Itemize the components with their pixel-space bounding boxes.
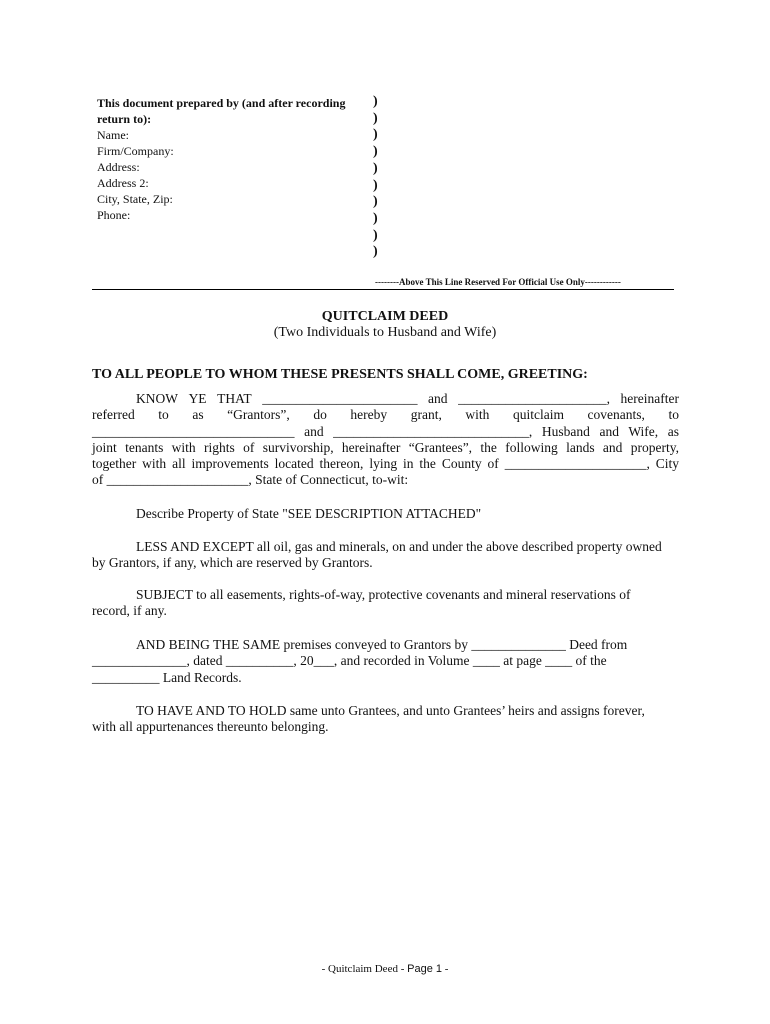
word: hereinafter [620,391,679,406]
grantor-2-blank: ______________________, [458,391,610,406]
being-same-line-2: ______________, dated __________, 20___, and recorded in Volume ____ at page ____ of the [92,653,607,669]
grantor-1-blank: _______________________ [262,391,418,406]
know-ye-line-2 [92,407,679,423]
bracket-mark: ) [373,110,378,126]
word: to [668,407,679,423]
bracket-mark: ) [373,127,378,143]
field-address-2: Address 2: [97,176,149,190]
greeting-heading: TO ALL PEOPLE TO WHOM THESE PRESENTS SHALL COME, GREETING: [92,367,588,382]
reserved-divider [92,289,674,290]
footer-dash: - [442,963,449,975]
bracket-mark: ) [373,160,378,176]
word: as [192,407,204,423]
know-ye-line-3: ______________________________ and _____________________________, Husband and Wife, as [92,423,679,439]
footer-page-number: Page 1 [407,963,442,975]
field-name: Name: [97,128,129,142]
word: grant, [410,407,442,423]
word: to [158,407,169,423]
word: YE [188,391,207,406]
word: and [428,391,448,406]
word: KNOW [136,391,178,406]
field-address: Address: [97,160,140,174]
bracket-mark: ) [373,94,378,109]
to-have-and-to-hold-paragraph [92,703,679,736]
subject-to-paragraph [92,587,679,620]
field-firm-company: Firm/Company: [97,144,174,158]
bracket-mark: ) [373,177,378,193]
field-phone: Phone: [97,208,131,222]
know-ye-line-1 [92,391,679,407]
page-footer [0,963,770,975]
word: with [465,407,490,423]
less-and-except-paragraph [92,539,679,572]
footer-dash: - [321,963,328,975]
bracket-mark: ) [373,210,378,226]
prepared-by-block [97,95,372,223]
word: hereby [350,407,388,423]
subject-line-1: SUBJECT to all easements, rights-of-way, protective covenants and mineral reservations of [136,587,631,602]
word: “Grantors”, [227,407,290,423]
bracket-mark: ) [373,244,378,260]
being-same-line-3: __________ Land Records. [92,669,242,685]
word: referred [92,407,135,423]
word: THAT [217,391,252,406]
being-same-line-1: AND BEING THE SAME premises conveyed to Grantors by ______________ Deed from [136,637,628,652]
word: covenants, [587,407,645,423]
bracket-mark: ) [373,194,378,210]
prepared-by-heading-line1: This document prepared by (and after recording [97,96,346,110]
describe-property-line: Describe Property of State "SEE DESCRIPTION ATTACHED" [136,506,482,521]
footer-doc-name: Quitclaim Deed - [328,963,408,975]
know-ye-line-6: of _____________________, State of Connecticut, to-wit: [92,472,409,488]
subject-line-2: record, if any. [92,603,167,619]
bracket-mark: ) [373,227,378,243]
less-except-line-2: by Grantors, if any, which are reserved by Grantors. [92,555,373,571]
know-ye-line-4: joint tenants with rights of survivorship, hereinafter “Grantees”, the following lands and property, [92,439,679,455]
deed-title: QUITCLAIM DEED [321,309,449,324]
to-have-line-1: TO HAVE AND TO HOLD same unto Grantees, and unto Grantees’ heirs and assigns forever, [136,703,645,718]
reserved-line-label: --------Above This Line Reserved For Official Use Only------------ [375,277,621,287]
to-have-line-2: with all appurtenances thereunto belonging. [92,719,329,735]
bracket-mark: ) [373,144,378,160]
deed-subtitle: (Two Individuals to Husband and Wife) [273,325,497,340]
prepared-by-heading-line2: return to): [97,112,152,126]
word: do [313,407,327,423]
field-city-state-zip: City, State, Zip: [97,192,173,206]
know-ye-line-5: together with all improvements located thereon, lying in the County of _____________________, City [92,456,679,472]
know-ye-paragraph [92,391,679,489]
being-same-paragraph [92,637,679,686]
bracket-column [373,94,378,261]
word: quitclaim [512,407,564,423]
less-except-line-1: LESS AND EXCEPT all oil, gas and minerals, on and under the above described property owned [136,539,662,554]
